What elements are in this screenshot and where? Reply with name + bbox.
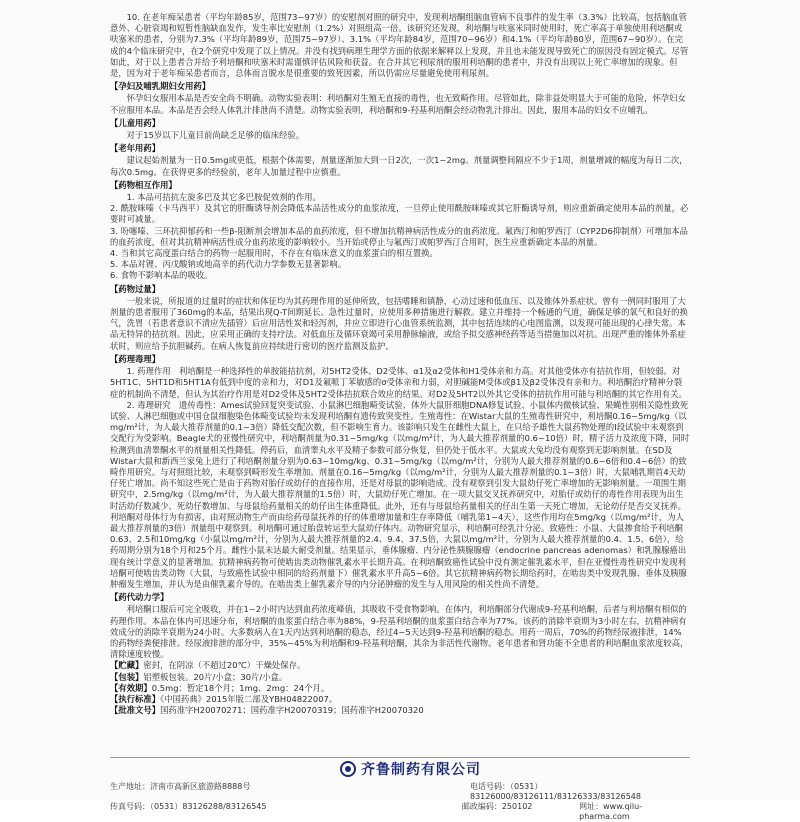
section-header-overdose: 【药物过量】	[110, 283, 161, 294]
section-text-interactions: 1. 本品可拮抗左旋多巴及其它多巴胺促效剂的作用。 2. 酰胺咪嗪（卡马西平）及其它的肝酶诱导剂会降低本品活性成分的血浆浓度，一旦停止使用酰胺咪嗪或其它肝酶诱导剂，则应重新确定使用本品的剂量，必要时可减量。 3. 吩噻嗪、三环抗抑郁药和一些β-阻断剂会增加本品的血药浓度，但不增加抗精神病活性成分的血药浓度。氟西汀和帕罗西汀（CYP2D6抑制剂）可增加本品的血药浓度，但对其抗精神病活性成分血药浓度的影响较小。当开始或停止与氟西汀或帕罗西汀合用时，医生应重新确定本品的剂量。 4. 当和其它高度蛋白结合的药物一起服用时，不存在有临床意义的血浆蛋白的相互置换。 5. 本品对锂、丙戊酸钠或地高辛的药代动力学参数无显著影响。 6. 食物不影响本品的吸收。	[110, 192, 689, 281]
approval-value: 国药准字H20070271；国药准字H20070319；国药准字H20070320	[160, 705, 424, 716]
standard-label: 【执行标准】	[110, 693, 161, 704]
footer-row-1	[110, 782, 690, 802]
section-text-elderly: 建议起始剂量为一日0.5mg或更低，根据个体需要，剂量逐渐加大到一日2次，一次1~2mg。剂量调整间隔应不少于1周，剂量增减的幅度为每日二次，每次0.5mg。在获得更多的经验前，老年人加量过程中应慎重。	[110, 155, 688, 177]
leaflet-body	[110, 12, 690, 716]
storage-label: 【贮藏】	[110, 660, 144, 671]
company-name: 齐鲁制药有限公司	[361, 762, 481, 778]
package-label: 【包装】	[110, 671, 144, 682]
validity-label: 【有效期】	[110, 682, 152, 693]
validity-line	[110, 683, 690, 694]
footer-fax: 传真号码：（0531）83126288/83126545	[110, 802, 267, 811]
storage-value: 密封，在阴凉（不超过20℃）干燥处保存。	[143, 660, 306, 671]
package-line	[110, 672, 690, 683]
section-header-interactions: 【药物相互作用】	[110, 179, 177, 190]
section-text-toxicology: 2. 毒理研究 遗传毒性：Ames试验回复突变试验、小鼠淋巴细胞畸变试验、体外大鼠肝细胞DNA修复试验、小鼠体内微核试验、果蝇性别相关隐性致死试验、人淋巴细胞或中国仓鼠细胞染色体畸变试验均未发现利培酮有遗传致突变性。生殖毒性：在Wistar大鼠的生殖毒性研究中，利培酮0.16~5mg/kg（以mg/m²计，为人最大推荐剂量的0.1~3倍）降低交配次数，但不影响生育力。该影响只发生在雌性大鼠上，在只给予雄性大鼠药物处理的Ⅰ段试验中未观察到交配行为受影响。Beagle犬的亚慢性研究中，利培酮剂量为0.31~5mg/kg（以mg/m²计，为人最大推荐剂量的0.6~10倍）时，精子活力及浓度下降，同时检测到血清睾酮水平的剂量相关性降低。停药后，血清睾丸水平及精子参数可部分恢复，但仍处于低水平。大鼠或大兔均没有观察到无影响剂量。在SD及Wistar大鼠和新西兰家兔上进行了利培酮剂量分别为0.63~10mg/kg、0.31~5mg/kg（以mg/m²计，分别为人最大推荐剂量的0.6~6倍和0.4~6倍）的致畸作用研究。与对照组比较，未观察到畸形发生率增加。剂量在0.16~5mg/kg（以mg/m²计，分别为人最大推荐剂量的0.1~3倍）时，大鼠哺乳期首4天幼仔死亡增加。尚不知这些死亡是由于药物对胎仔或幼仔的直接作用，还是对母鼠的影响造成。没有观察到引发大鼠幼仔死亡率增加的无影响剂量。一项围生期研究中，2.5mg/kg（以mg/m²计，为人最大推荐剂量的1.5倍）时，大鼠幼仔死亡增加。在一项大鼠交叉抚养研究中，对胎仔或幼仔的毒性作用表现为出生时活幼仔数减少、死幼仔数增加、与母鼠给药量相关的幼仔出生体重降低。此外，还有与母鼠给药量相关的仔出生第一天死亡增加，无论幼仔是否交叉抚养。利培酮对母体行为有损害，由对照动物生产而由给药母鼠抚养的仔的体重增加量和生存率降低（哺乳第1~4天），这些作用均在5mg/kg（以mg/m²计，为人最大推荐剂量的3倍）剂量组中观察到。利培酮可通过胎盘转运至大鼠幼仔体内。动物研究显示，利培酮可经乳汁分泌。致癌性：小鼠、大鼠掺食给予利培酮0.63、2.5和10mg/kg（小鼠以mg/m²计，分别为人最大推荐剂量的2.4、9.4、37.5倍，大鼠以mg/m²计，分别为人最大推荐剂量的0.4、1.5、6倍），给药周期分别为18个月和25个月。雌性小鼠未达最大耐受剂量。结果显示，垂体腺瘤、内分泌性胰腺腺瘤（endocrine pancreas adenomas）和乳腺腺癌出现有统计学意义的显著增加。抗精神病药物可使啮齿类动物催乳素水平长期升高。在利培酮致癌性试验中没有测定催乳素水平，但在亚慢性毒性研究中发现利培酮可使啮齿类动物（大鼠，与致癌性试验中相同的给药剂量下）催乳素水平升高5~6倍。其它抗精神病药物长期给药时，在啮齿类中发现乳腺、垂体及胰腺肿瘤发生增加，并认为是由催乳素介导的。在啮齿类上催乳素介导的内分泌肿瘤的发生与人用风险的相关性尚不清楚。	[110, 399, 690, 589]
package-value: 铝塑板包装。20片/小盒；30片/小盒。	[143, 671, 288, 682]
storage-line	[110, 660, 690, 671]
section-text-pharmacokinetics: 利培酮口服后可完全吸收，并在1~2小时内达到血药浓度峰值，其吸收不受食物影响。在体内，利培酮部分代谢成9-羟基利培酮，后者与利培酮有相似的药理作用。本品在体内可迅速分布，利培酮的血浆蛋白结合率为88%，9-羟基利培酮的血浆蛋白结合率为77%。该药的消除半衰期为3小时左右，抗精神病有效成分的消除半衰期为24小时。大多数病人在1天内达到利培酮的稳态，经过4~5天达到9-羟基利培酮的稳态。用药一周后，70%的药物经尿液排泄，14%的药物经粪便排泄。经尿液排泄的部分中，35%~45%为利培酮和9-羟基利培酮，其余为非活性代谢物。老年患者和肾功能不全患者的利培酮血浆浓度较高，清除速度较慢。	[110, 604, 689, 660]
section-text-pharmacology: 1. 药理作用 利培酮是一种选择性的单胺能拮抗剂，对5HT2受体、D2受体、α1及α2受体和H1受体亲和力高。对其他受体亦有拮抗作用，但较弱。对5HT1C、5HT1D和5HT1A有低到中度的亲和力，对D1及氟哌丁苯敏感的σ受体亲和力弱，对胆碱能M受体或β1及β2受体没有亲和力。利培酮治疗精神分裂症的机制尚不清楚，但认为其治疗作用是对D2受体及5HT2受体拮抗联合效应的结果。对D2及5HT2以外其它受体的拮抗作用可能与利培酮的其它作用有关。	[110, 366, 687, 399]
footer-row-2	[110, 802, 690, 822]
footer-address: 生产地址：济南市高新区旅游路8888号	[110, 782, 251, 791]
approval-label: 【批准文号】	[110, 705, 161, 716]
standard-line	[110, 694, 690, 705]
footer-phone: 电话号码：（0531）83126000/83126111/83126333/83126548	[470, 782, 641, 801]
section-header-pregnancy: 【孕妇及哺乳期妇女用药】	[110, 81, 211, 92]
footer-postcode: 邮政编码：250102	[461, 802, 533, 811]
footer-contact	[110, 782, 690, 822]
section-text-overdose: 一般来说，所报道的过量时的症状和体征均为其药理作用的延伸所致，包括嗜睡和镇静，心动过速和低血压、以及锥体外系症状。曾有一例同时服用了大剂量的患者服用了360mg的本品，结果出现Q-T间期延长。急性过量时，应使用多种措施进行解救。建立并维持一个畅通的气道，确保足够的氧气和良好的换气，洗胃（若患者意识不清应先插管）后应用活性炭和轻泻剂，并应立即进行心血管系统监测，其中包括连续的心电图监测，以发现可能出现的心律失常。本品无特异的拮抗剂。因此，应采用正确的支持疗法。对低血压及循环衰竭可采用静脉输液，或给予拟交感神经药等适当措施加以对抗。出现严重的锥体外系症状时，则应给予抗胆碱药。在病人恢复前应持续进行密切的医疗监测及监护。	[110, 295, 688, 351]
footer-website[interactable]: 网址：www.qilu-pharma.com	[579, 802, 643, 821]
warning-item-10: 10. 在老年痴呆患者（平均年龄85岁，范围73~97岁）的安慰剂对照的研究中，发现利培酮组脑血管病不良事件的发生率（3.3%）比较高，包括脑血管意外、心脏衰竭和短暂性脑缺血发作，发生率比安慰剂（1.2%）对照组高一倍。该研究还发现，利培酮与呋塞米同时使用时，死亡率高于单独使用利培酮或呋塞米的患者，分别为7.3%（平均年龄89岁，范围75~97岁）、3.1%（平均年龄84岁，范围70~96岁）和4.1%（平均年龄80岁，范围67~90岁）。在完成的4个临床研究中，在2个研究中发现了以上情况。并没有找到病理生理学方面的依据来解释以上发现，并且也未能发现导致死亡的原因没有固定模式。尽管如此，对于以上患者合并给予利培酮和呋塞米时需谨慎评估风险和获益。在合并其它利尿剂的服用利培酮的患者中，并没有出现以上死亡率增加的现象。但是，因为对于老年痴呆患者而言，总体而言脱水是很重要的致死因素，所以仍需应尽量避免使用利尿剂。	[110, 12, 689, 79]
company-logo-icon	[340, 761, 356, 777]
section-text-children: 对于15岁以下儿童目前尚缺乏足够的临床经验。	[126, 130, 305, 141]
footer-divider	[110, 757, 690, 758]
standard-value: 《中国药典》2015年版二部及YBH04822007。	[160, 693, 338, 704]
section-header-elderly: 【老年用药】	[110, 143, 161, 154]
approval-line	[110, 705, 690, 716]
validity-value: 0.5mg：暂定18个月；1mg、2mg：24个月。	[151, 682, 330, 693]
company-logo	[340, 760, 481, 778]
section-header-pharmacology: 【药理毒理】	[110, 353, 161, 364]
section-header-children: 【儿童用药】	[110, 117, 161, 128]
section-text-pregnancy: 怀孕妇女服用本品是否安全尚不明确。动物实验表明：利培酮对生殖无直接的毒性，也无致畸作用。尽管如此，除非益处明显大于可能的危险，怀孕妇女不应服用本品。本品是否会经人体乳汁排泄尚不清楚。动物实验表明，利培酮和9-羟基利培酮会经动物乳汁排出。因此，服用本品的妇女不应哺乳。	[110, 93, 686, 115]
section-header-pharmacokinetics: 【药代动力学】	[110, 592, 169, 603]
